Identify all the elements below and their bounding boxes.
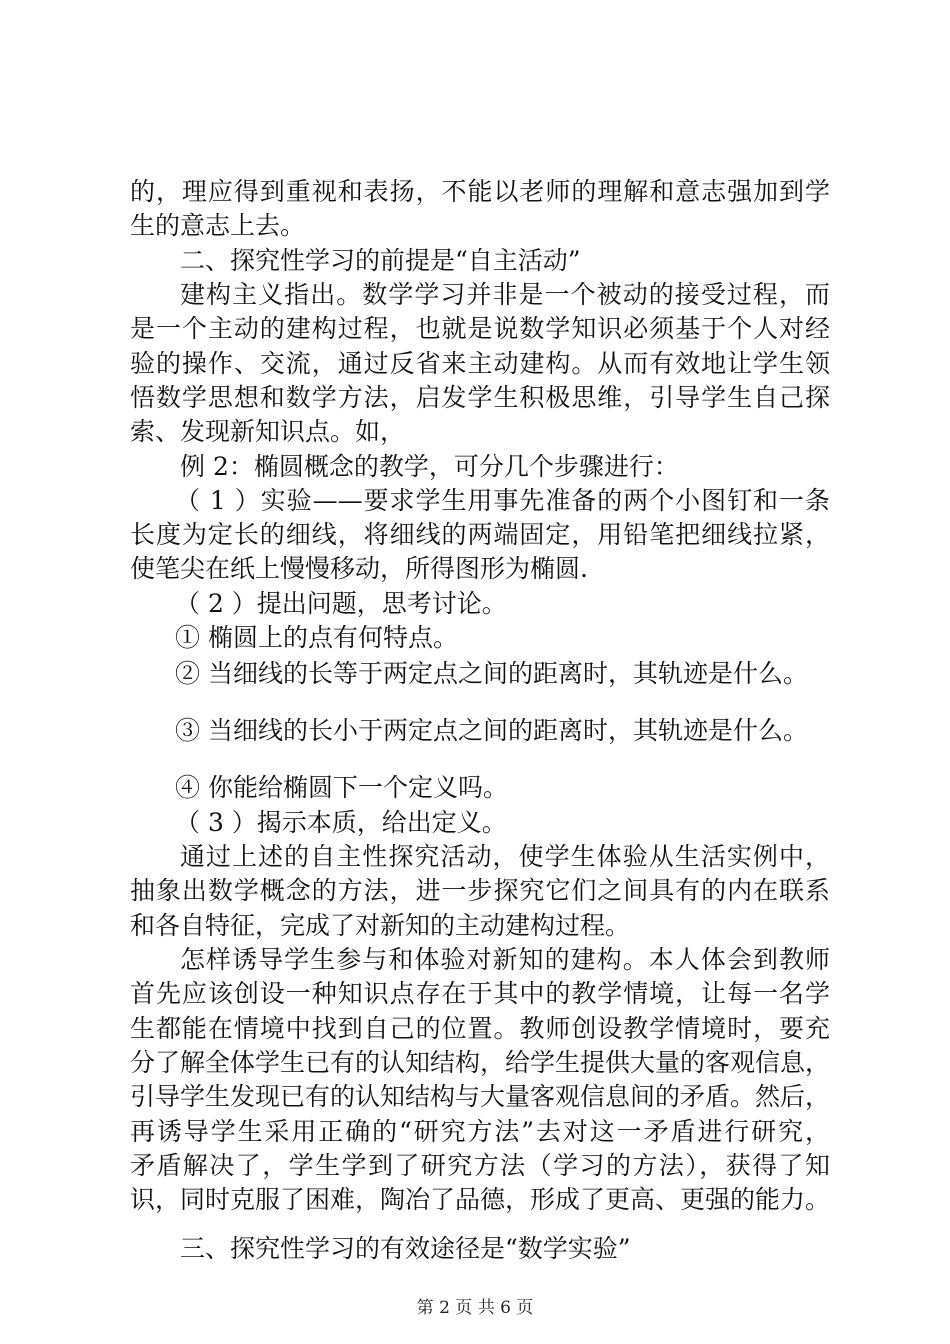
text-line: 索、发现新知识点。如， bbox=[130, 417, 406, 446]
list-item: ① 椭圆上的点有何特点。 bbox=[175, 623, 458, 652]
text-line: 长度为定长的细线，将细线的两端固定，用铅笔把细线拉紧， bbox=[130, 520, 830, 549]
step-heading: （ 3 ）揭示本质，给出定义。 bbox=[175, 808, 507, 837]
text-line: 怎样诱导学生参与和体验对新知的建构。本人体会到教师 bbox=[180, 945, 830, 974]
text-line: 引导学生发现已有的认知结构与大量客观信息间的矛盾。然后， bbox=[130, 1082, 831, 1111]
list-item: ④ 你能给椭圆下一个定义吗。 bbox=[175, 773, 508, 802]
text-line: 识，同时克服了困难，陶冶了品德，形成了更高、更强的能力。 bbox=[130, 1185, 831, 1214]
list-item: ② 当细线的长等于两定点之间的距离时，其轨迹是什么。 bbox=[175, 659, 808, 688]
text-line: 悟数学思想和数学方法，启发学生积极思维，引导学生自己探 bbox=[130, 383, 830, 412]
text-line: 抽象出数学概念的方法，进一步探究它们之间具有的内在联系 bbox=[130, 876, 830, 905]
example-heading: 例 2：椭圆概念的教学，可分几个步骤进行： bbox=[180, 452, 679, 481]
text-line: 建构主义指出。数学学习并非是一个被动的接受过程，而 bbox=[180, 280, 830, 309]
text-line: 通过上述的自主性探究活动，使学生体验从生活实例中， bbox=[180, 842, 830, 871]
text-line: 是一个主动的建构过程，也就是说数学知识必须基于个人对经 bbox=[130, 314, 830, 343]
text-line: 分了解全体学生已有的认知结构，给学生提供大量的客观信息， bbox=[130, 1048, 831, 1077]
text-line: 生的意志上去。 bbox=[130, 211, 306, 240]
text-line: 生都能在情境中找到自己的位置。教师创设教学情境时，要充 bbox=[130, 1014, 830, 1043]
text-line: 首先应该创设一种知识点存在于其中的教学情境，让每一名学 bbox=[130, 979, 830, 1008]
text-line: （ 1 ）实验——要求学生用事先准备的两个小图钉和一条 bbox=[175, 486, 830, 515]
section-heading: 二、探究性学习的前提是“自主活动” bbox=[180, 246, 581, 275]
text-line: 验的操作、交流，通过反省来主动建构。从而有效地让学生领 bbox=[130, 349, 830, 378]
text-line: 再诱导学生采用正确的“研究方法”去对这一矛盾进行研究， bbox=[130, 1117, 830, 1146]
section-heading: 三、探究性学习的有效途径是“数学实验” bbox=[180, 1234, 631, 1263]
text-line: 使笔尖在纸上慢慢移动，所得图形为椭圆. bbox=[130, 554, 588, 583]
text-line: 矛盾解决了，学生学到了研究方法（学习的方法），获得了知 bbox=[130, 1151, 830, 1180]
text-line: 和各自特征，完成了对新知的主动建构过程。 bbox=[130, 911, 631, 940]
step-heading: （ 2 ）提出问题，思考讨论。 bbox=[175, 589, 507, 618]
page-footer: 第 2 页 共 6 页 bbox=[416, 1298, 534, 1318]
text-line: 的，理应得到重视和表扬，不能以老师的理解和意志强加到学 bbox=[130, 177, 830, 206]
list-item: ③ 当细线的长小于两定点之间的距离时，其轨迹是什么。 bbox=[175, 716, 808, 745]
